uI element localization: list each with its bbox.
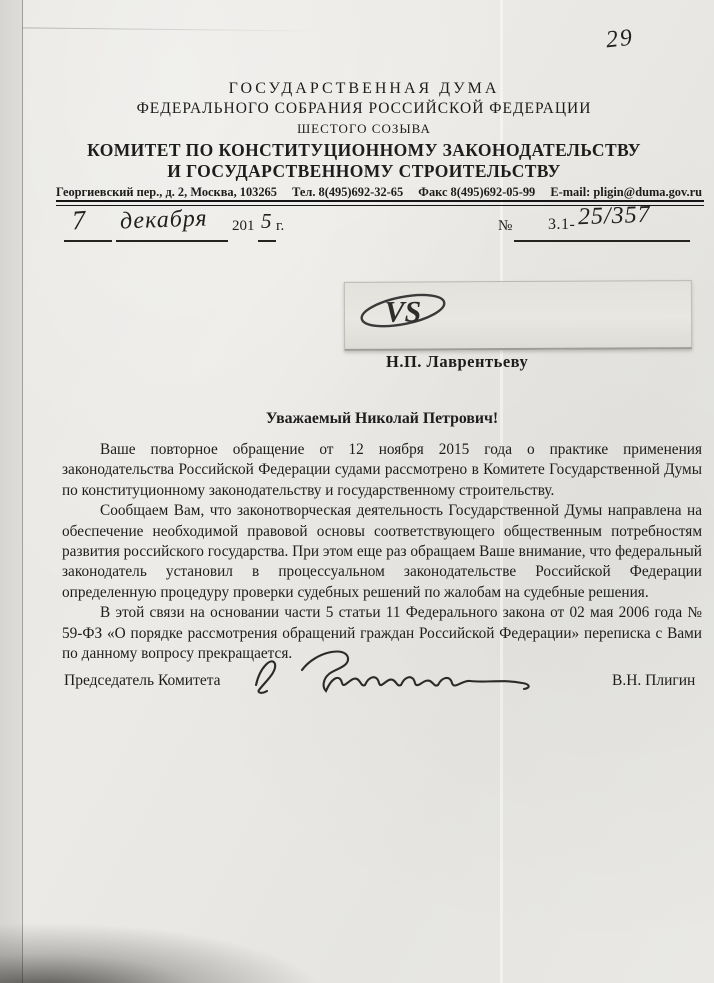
letter-body xyxy=(62,440,702,664)
handwritten-year-digit: 5 xyxy=(261,209,272,233)
handwritten-date-month: декабря xyxy=(119,205,209,235)
signer-title: Председатель Комитета xyxy=(64,672,221,689)
reference-number-typed: 3.1- xyxy=(548,216,576,233)
org-convocation: ШЕСТОГО СОЗЫВА xyxy=(297,121,431,136)
org-name-line1: ГОСУДАРСТВЕННАЯ ДУМА xyxy=(228,80,500,97)
scan-page-corner-edge xyxy=(22,27,322,31)
reference-number-handwritten: 25/357 xyxy=(577,201,652,231)
salutation: Уважаемый Николай Петрович! xyxy=(265,410,499,427)
contact-phone: Тел. 8(495)692-32-65 xyxy=(292,185,404,199)
signer-name: В.Н. Плигин xyxy=(612,672,696,689)
contact-line xyxy=(56,185,702,200)
date-underline-2 xyxy=(116,240,228,242)
ink-signature xyxy=(238,643,538,703)
contact-fax: Факс 8(495)692-05-99 xyxy=(418,185,536,199)
contact-email: E-mail: pligin@duma.gov.ru xyxy=(550,185,702,199)
pasted-address-strip xyxy=(344,280,692,351)
body-paragraph-3: В этой связи на основании части 5 статьи 11 Федерального закона от 02 мая 2006 года № 59-ФЗ «О порядке рассмотрения обращений граждан Российской Федерации» переписка с Вами по данному вопросу прекращается. xyxy=(62,604,702,663)
handwritten-date-day: 7 xyxy=(70,204,87,236)
year-suffix: г. xyxy=(276,218,285,234)
contact-address: Георгиевский пер., д. 2, Москва, 103265 xyxy=(56,185,277,199)
monogram-letters: VS xyxy=(384,295,422,329)
addressee-name: Н.П. Лаврентьеву xyxy=(386,352,529,371)
printed-year: 201 xyxy=(232,218,255,234)
date-underline-1 xyxy=(64,240,112,242)
scan-left-edge xyxy=(0,0,23,983)
scan-corner-shadow xyxy=(0,913,360,983)
committee-name-line1: КОМИТЕТ ПО КОНСТИТУЦИОННОМУ ЗАКОНОДАТЕЛЬСТВУ xyxy=(87,140,641,160)
committee-name-line2: И ГОСУДАРСТВЕННОМУ СТРОИТЕЛЬСТВУ xyxy=(167,161,561,181)
number-label: № xyxy=(498,218,513,234)
org-name-line2: ФЕДЕРАЛЬНОГО СОБРАНИЯ РОССИЙСКОЙ ФЕДЕРАЦИИ xyxy=(136,100,592,117)
pen-monogram-stamp xyxy=(353,286,453,337)
number-underline xyxy=(514,240,690,242)
year-underline xyxy=(258,240,276,242)
body-paragraph-2: Сообщаем Вам, что законотворческая деятельность Государственной Думы направлена на обеспечение необходимой правовой основы соответствующего общественным потребностям развития российского государства. При этом еще раз обращаем Ваше внимание, что федеральный законодатель установил в процессуальном законодательстве Российской Федерации определенную процедуру проверки судебных решений по жалобам на судебные решения. xyxy=(62,502,702,601)
body-paragraph-1: Ваше повторное обращение от 12 ноября 2015 года о практике применения законодательства Российской Федерации судами рассмотрено в Комитете Государственной Думы по конституционному законодательству и государственному строительству. xyxy=(62,441,702,499)
handwritten-page-number: 29 xyxy=(604,24,636,54)
